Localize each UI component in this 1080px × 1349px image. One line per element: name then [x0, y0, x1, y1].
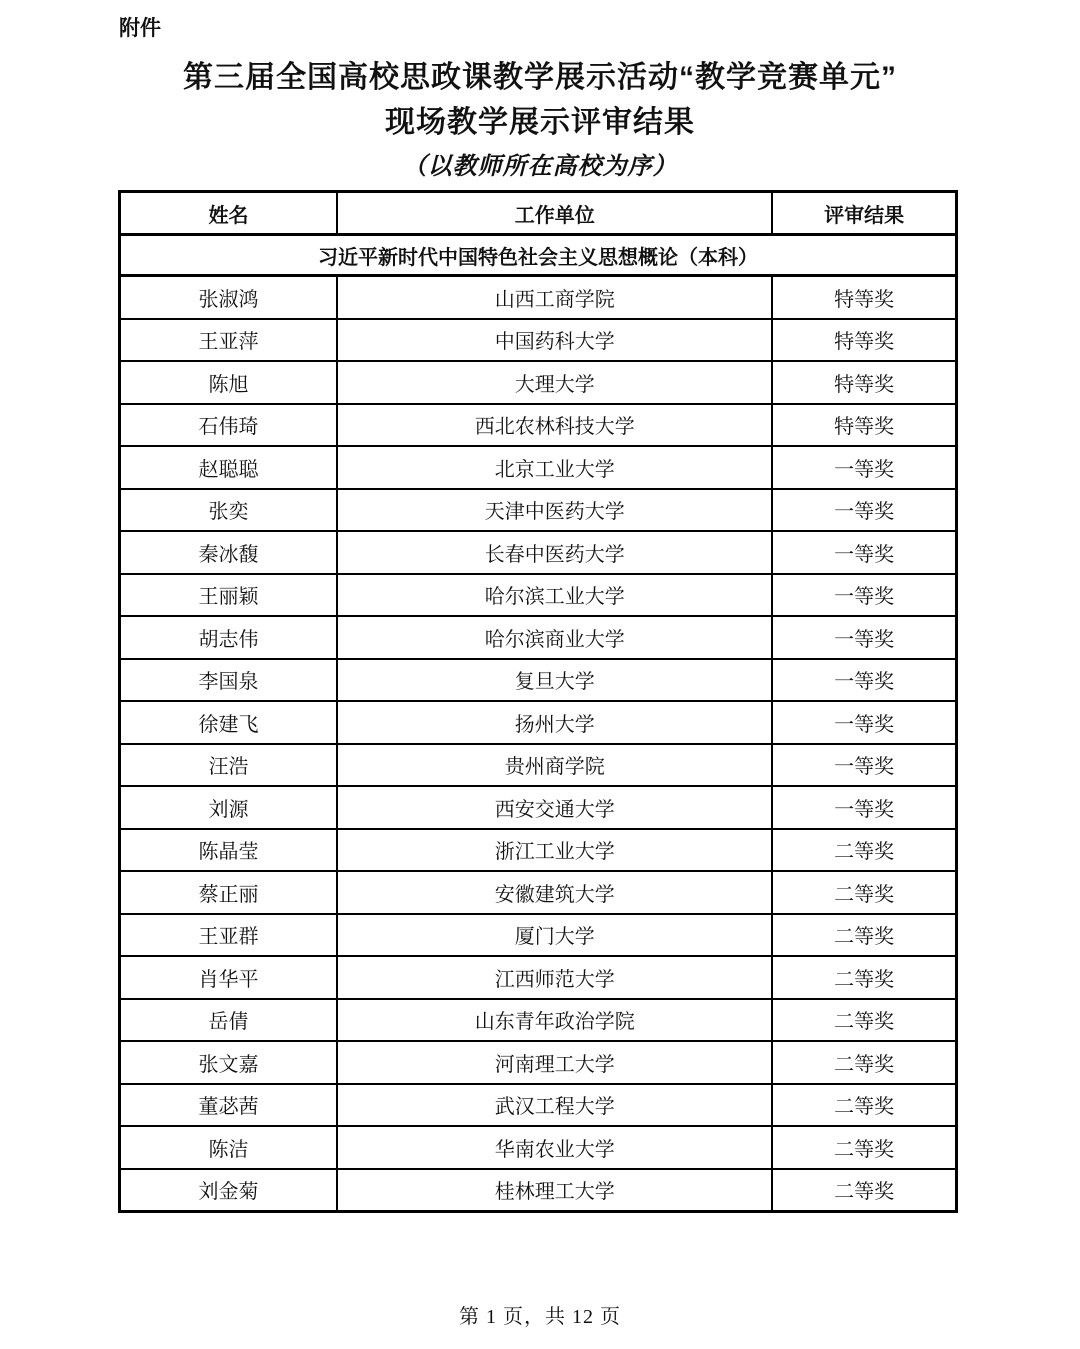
cell-review-result: 二等奖 — [772, 871, 956, 914]
cell-work-unit: 厦门大学 — [337, 914, 772, 957]
cell-teacher-name: 汪浩 — [120, 744, 338, 787]
table-row — [120, 956, 957, 999]
page-title-line-1: 第三届全国高校思政课教学展示活动“教学竞赛单元” — [183, 61, 897, 94]
cell-work-unit: 中国药科大学 — [337, 319, 772, 362]
cell-teacher-name: 张文嘉 — [120, 1041, 338, 1084]
cell-teacher-name: 赵聪聪 — [120, 446, 338, 489]
cell-teacher-name: 岳倩 — [120, 999, 338, 1042]
table-row — [120, 574, 957, 617]
page-title-line-2: 现场教学展示评审结果 — [385, 106, 695, 139]
cell-review-result: 二等奖 — [772, 1126, 956, 1169]
table-row — [120, 1169, 957, 1212]
column-header-unit: 工作单位 — [337, 192, 772, 235]
table-row — [120, 446, 957, 489]
results-table — [118, 190, 958, 1213]
table-row — [120, 786, 957, 829]
table-body — [120, 235, 957, 1212]
cell-teacher-name: 董苾茜 — [120, 1084, 338, 1127]
cell-teacher-name: 刘金菊 — [120, 1169, 338, 1212]
cell-review-result: 一等奖 — [772, 744, 956, 787]
cell-teacher-name: 陈旭 — [120, 361, 338, 404]
cell-teacher-name: 王丽颖 — [120, 574, 338, 617]
table-row — [120, 701, 957, 744]
table-row — [120, 829, 957, 872]
table-row — [120, 616, 957, 659]
cell-review-result: 一等奖 — [772, 446, 956, 489]
table-row — [120, 531, 957, 574]
cell-work-unit: 哈尔滨工业大学 — [337, 574, 772, 617]
cell-teacher-name: 徐建飞 — [120, 701, 338, 744]
cell-teacher-name: 刘源 — [120, 786, 338, 829]
cell-review-result: 特等奖 — [772, 361, 956, 404]
cell-teacher-name: 张淑鸿 — [120, 276, 338, 319]
cell-work-unit: 复旦大学 — [337, 659, 772, 702]
cell-work-unit: 哈尔滨商业大学 — [337, 616, 772, 659]
page-title — [0, 55, 1080, 145]
cell-work-unit: 长春中医药大学 — [337, 531, 772, 574]
cell-review-result: 二等奖 — [772, 1041, 956, 1084]
cell-review-result: 特等奖 — [772, 319, 956, 362]
cell-teacher-name: 王亚群 — [120, 914, 338, 957]
table-row — [120, 871, 957, 914]
cell-work-unit: 西北农林科技大学 — [337, 404, 772, 447]
table-header-row — [120, 192, 957, 235]
cell-review-result: 特等奖 — [772, 276, 956, 319]
cell-review-result: 一等奖 — [772, 786, 956, 829]
cell-review-result: 一等奖 — [772, 659, 956, 702]
cell-work-unit: 安徽建筑大学 — [337, 871, 772, 914]
column-header-result: 评审结果 — [772, 192, 956, 235]
table-row — [120, 1084, 957, 1127]
table-row — [120, 404, 957, 447]
table-row — [120, 1126, 957, 1169]
cell-teacher-name: 陈洁 — [120, 1126, 338, 1169]
cell-work-unit: 山西工商学院 — [337, 276, 772, 319]
cell-review-result: 二等奖 — [772, 914, 956, 957]
cell-review-result: 特等奖 — [772, 404, 956, 447]
cell-work-unit: 扬州大学 — [337, 701, 772, 744]
table-row — [120, 489, 957, 532]
cell-work-unit: 贵州商学院 — [337, 744, 772, 787]
cell-work-unit: 大理大学 — [337, 361, 772, 404]
table-row — [120, 914, 957, 957]
cell-review-result: 一等奖 — [772, 574, 956, 617]
cell-review-result: 二等奖 — [772, 956, 956, 999]
section-title: 习近平新时代中国特色社会主义思想概论（本科） — [120, 235, 957, 276]
cell-teacher-name: 秦冰馥 — [120, 531, 338, 574]
cell-review-result: 一等奖 — [772, 489, 956, 532]
cell-work-unit: 河南理工大学 — [337, 1041, 772, 1084]
cell-review-result: 一等奖 — [772, 531, 956, 574]
table-row — [120, 319, 957, 362]
cell-review-result: 一等奖 — [772, 701, 956, 744]
page-subtitle: （以教师所在高校为序） — [402, 154, 678, 180]
cell-work-unit: 桂林理工大学 — [337, 1169, 772, 1212]
cell-review-result: 二等奖 — [772, 1169, 956, 1212]
cell-work-unit: 山东青年政治学院 — [337, 999, 772, 1042]
cell-work-unit: 浙江工业大学 — [337, 829, 772, 872]
cell-review-result: 二等奖 — [772, 999, 956, 1042]
column-header-name: 姓名 — [120, 192, 338, 235]
cell-work-unit: 天津中医药大学 — [337, 489, 772, 532]
cell-teacher-name: 胡志伟 — [120, 616, 338, 659]
attachment-label: 附件 — [119, 17, 161, 40]
cell-work-unit: 华南农业大学 — [337, 1126, 772, 1169]
cell-work-unit: 江西师范大学 — [337, 956, 772, 999]
cell-teacher-name: 王亚萍 — [120, 319, 338, 362]
cell-teacher-name: 陈晶莹 — [120, 829, 338, 872]
cell-teacher-name: 肖华平 — [120, 956, 338, 999]
section-header-row — [120, 235, 957, 276]
table-row — [120, 1041, 957, 1084]
cell-work-unit: 西安交通大学 — [337, 786, 772, 829]
cell-teacher-name: 蔡正丽 — [120, 871, 338, 914]
page-number: 第 1 页，共 12 页 — [459, 1306, 621, 1328]
table-row — [120, 999, 957, 1042]
cell-teacher-name: 李国泉 — [120, 659, 338, 702]
cell-teacher-name: 石伟琦 — [120, 404, 338, 447]
cell-review-result: 一等奖 — [772, 616, 956, 659]
cell-review-result: 二等奖 — [772, 829, 956, 872]
table-row — [120, 276, 957, 319]
cell-work-unit: 武汉工程大学 — [337, 1084, 772, 1127]
cell-teacher-name: 张奕 — [120, 489, 338, 532]
cell-review-result: 二等奖 — [772, 1084, 956, 1127]
table-row — [120, 361, 957, 404]
table-row — [120, 659, 957, 702]
table-row — [120, 744, 957, 787]
cell-work-unit: 北京工业大学 — [337, 446, 772, 489]
